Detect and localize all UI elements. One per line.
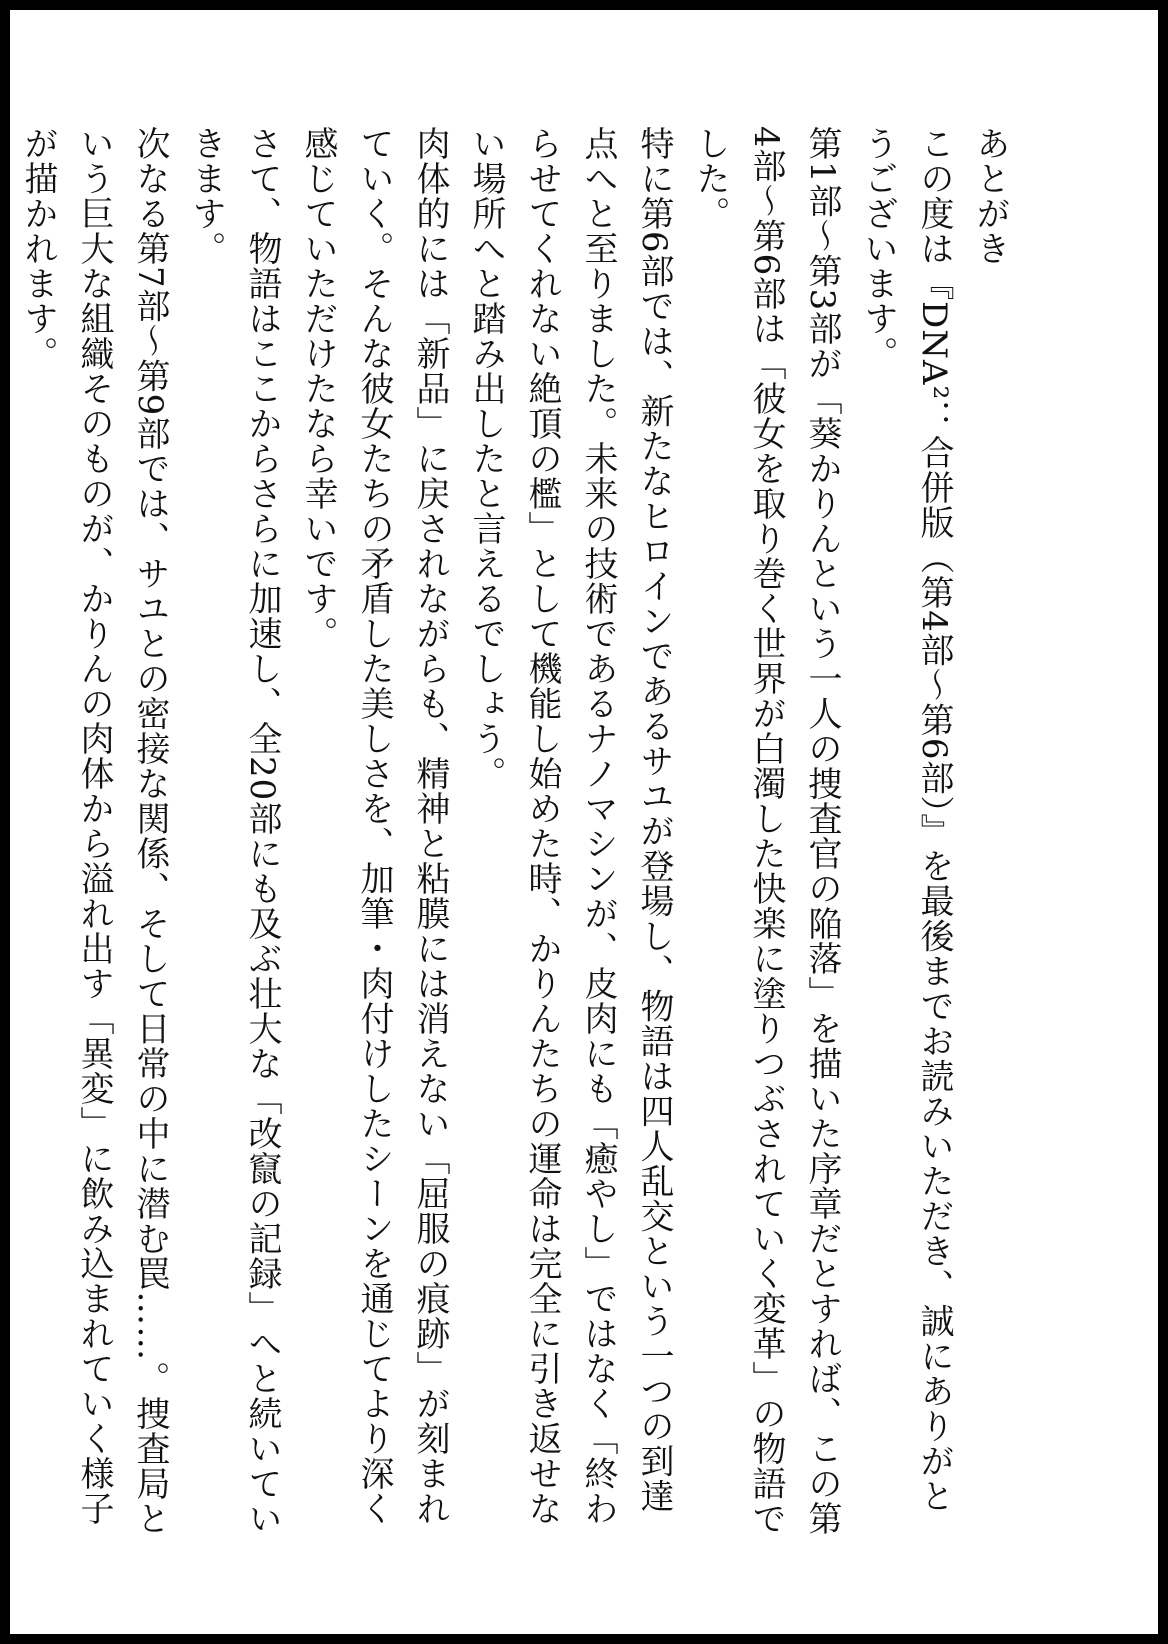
afterword-heading: あとがき [970, 126, 1010, 266]
afterword-text [10, 126, 1018, 1546]
paragraph: 次なる第7部～第9部では、サユとの密接な関係、そして日常の中に潜む罠……。捜査局という巨大な組織そのものが、かりんの肉体から溢れ出す「異変」に飲み込まれていく様子が描かれます。 [18, 126, 170, 1537]
paragraph: 第1部～第3部が「葵かりんという一人の捜査官の陥落」を描いた序章だとすれば、この第4部～第6部は「彼女を取り巻く世界が白濁した快楽に塗りつぶされていく変革」の物語でした。 [690, 126, 842, 1537]
paragraph: さて、物語はここからさらに加速し、全20部にも及ぶ壮大な「改竄の記録」へと続いていきます。 [186, 126, 282, 1537]
paragraph: 肉体的には「新品」に戻されながらも、精神と粘膜には消えない「屈服の痕跡」が刻まれていく。そんな彼女たちの矛盾した美しさを、加筆・肉付けしたシーンを通じてより深く感じていただけたなら幸いです。 [298, 126, 450, 1526]
paragraph: この度は『DNA²：合併版（第4部～第6部）』を最後までお読みいただき、誠にありがとうございます。 [858, 126, 954, 1514]
paragraph: 特に第6部では、新たなヒロインであるサユが登場し、物語は四人乱交という一つの到達点へと至りました。未来の技術であるナノマシンが、皮肉にも「癒やし」ではなく「終わらせてくれない絶頂の檻」として機能し始めた時、かりんたちの運命は完全に引き返せない場所へと踏み出したと言えるでしょう。 [466, 126, 674, 1526]
document-page [10, 10, 1158, 1634]
